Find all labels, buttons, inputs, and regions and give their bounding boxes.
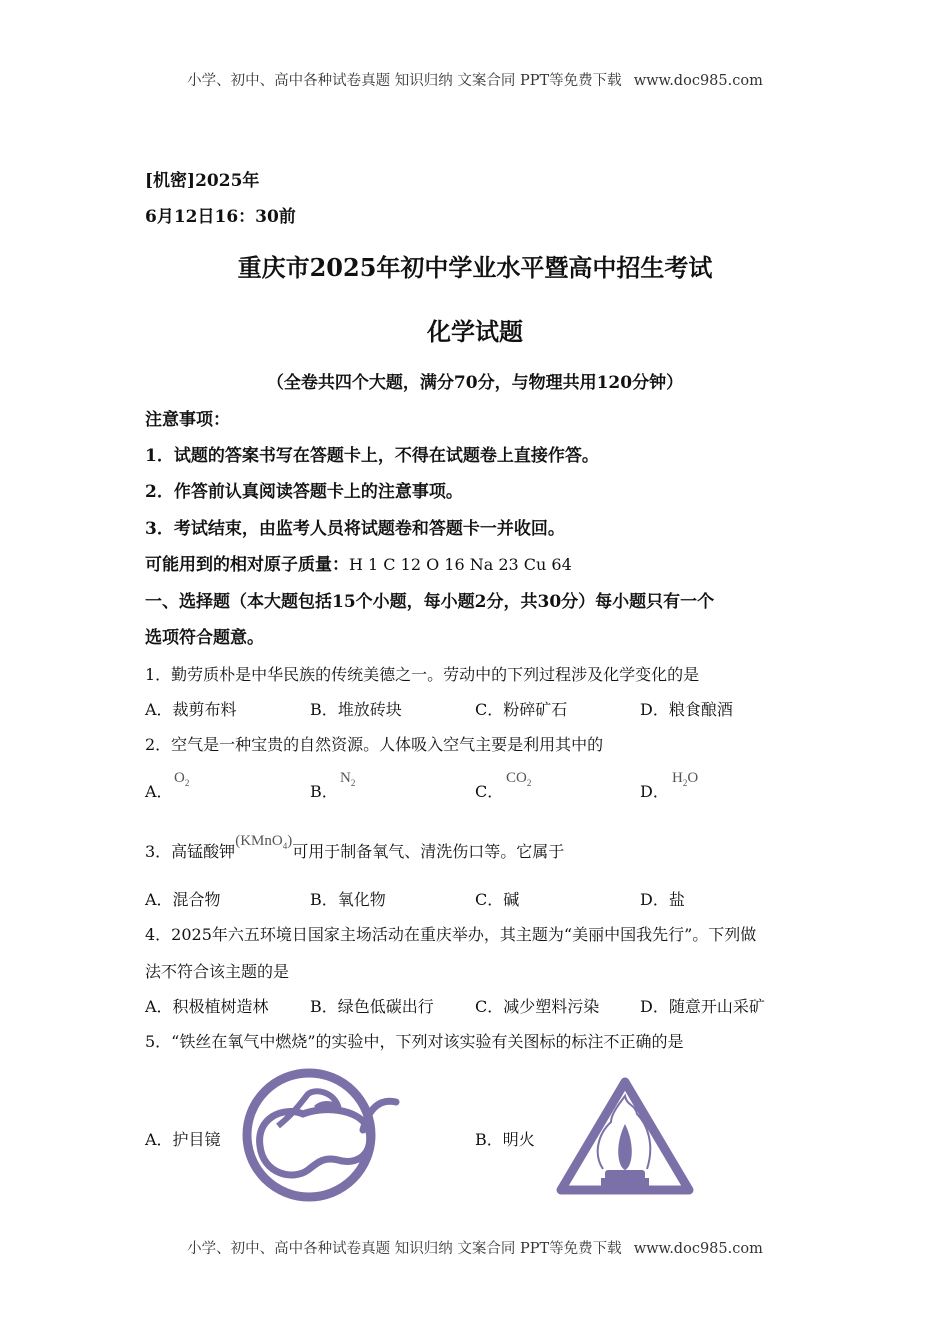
q2-option-b: B． (310, 782, 338, 801)
q2-option-c: C． (475, 782, 504, 801)
q2-option-d: D． (640, 782, 669, 801)
q4-option-d: D．随意开山采矿 (640, 997, 765, 1016)
page-title: 重庆市2025年初中学业水平暨高中招生考试 (237, 253, 713, 282)
q2-formula-a: $O_2$ (174, 770, 190, 788)
page-header (0, 69, 950, 90)
secret-line-1: [机密]2025年 (145, 171, 260, 191)
notice-item: 2．作答前认真阅读答题卡上的注意事项。 (145, 482, 463, 502)
q3-option-b: B．氧化物 (310, 890, 386, 909)
notice-item: 1．试题的答案书写在答题卡上，不得在试题卷上直接作答。 (145, 446, 599, 466)
page-footer (0, 1237, 950, 1258)
q5-option-a: A．护目镜 (145, 1130, 221, 1149)
notice-item: 3．考试结束，由监考人员将试题卷和答题卡一并收回。 (145, 519, 565, 539)
q4-option-b: B．绿色低碳出行 (310, 997, 434, 1016)
q1-option-c: C．粉碎矿石 (475, 700, 568, 719)
footer-text: 小学、初中、高中各种试卷真题 知识归纳 文案合同 PPT等免费下载 (187, 1241, 622, 1257)
atomic-mass-label: 可能用到的相对原子质量： (145, 555, 349, 575)
q3-option-d: D．盐 (640, 890, 685, 909)
header-text: 小学、初中、高中各种试卷真题 知识归纳 文案合同 PPT等免费下载 (187, 73, 622, 89)
question-3-stem: 3．高锰酸钾(KMnO$_4$)可用于制备氧气、清洗伤口等。它属于 (145, 833, 565, 861)
subject-title: 化学试题 (427, 317, 523, 346)
q3-option-c: C．碱 (475, 890, 520, 909)
atomic-mass-line (145, 555, 572, 575)
q2-formula-c: $CO_2$ (506, 770, 532, 788)
footer-url: www.doc985.com (633, 1241, 763, 1257)
question-2-stem: 2．空气是一种宝贵的自然资源。人体吸入空气主要是利用其中的 (145, 735, 604, 754)
q1-option-b: B．堆放砖块 (310, 700, 402, 719)
q3-option-a: A．混合物 (145, 890, 221, 909)
question-4-stem-cont: 法不符合该主题的是 (145, 962, 290, 981)
q5-option-b: B．明火 (475, 1130, 535, 1149)
q1-option-d: D．粮食酿酒 (640, 700, 733, 719)
question-4-stem: 4．2025年六五环境日国家主场活动在重庆举办，其主题为“美丽中国我先行”。下列做 (145, 925, 757, 944)
header-url: www.doc985.com (633, 73, 763, 89)
q2-option-a: A． (145, 782, 173, 801)
open-flame-icon (553, 1074, 698, 1202)
section1-heading-cont: 选项符合题意。 (145, 628, 264, 648)
secret-line-2: 6月12日16：30前 (145, 207, 296, 227)
kmno4-formula: (KMnO$_4$) (235, 833, 293, 851)
question-1-stem: 1．勤劳质朴是中华民族的传统美德之一。劳动中的下列过程涉及化学变化的是 (145, 665, 700, 684)
q2-formula-b: $N_2$ (340, 770, 356, 788)
section1-heading: 一、选择题（本大题包括15个小题，每小题2分，共30分）每小题只有一个 (145, 592, 715, 612)
goggles-icon (238, 1066, 403, 1206)
q1-option-a: A．裁剪布料 (145, 700, 237, 719)
exam-info: （全卷共四个大题，满分70分，与物理共用120分钟） (266, 373, 684, 393)
question-5-stem: 5．“铁丝在氧气中燃烧”的实验中，下列对该实验有关图标的标注不正确的是 (145, 1032, 684, 1051)
q4-option-a: A．积极植树造林 (145, 997, 269, 1016)
q4-option-c: C．减少塑料污染 (475, 997, 600, 1016)
notice-title: 注意事项： (145, 410, 230, 430)
q2-formula-d: $H_2O$ (672, 770, 699, 788)
atomic-mass-values: H 1 C 12 O 16 Na 23 Cu 64 (349, 555, 572, 574)
